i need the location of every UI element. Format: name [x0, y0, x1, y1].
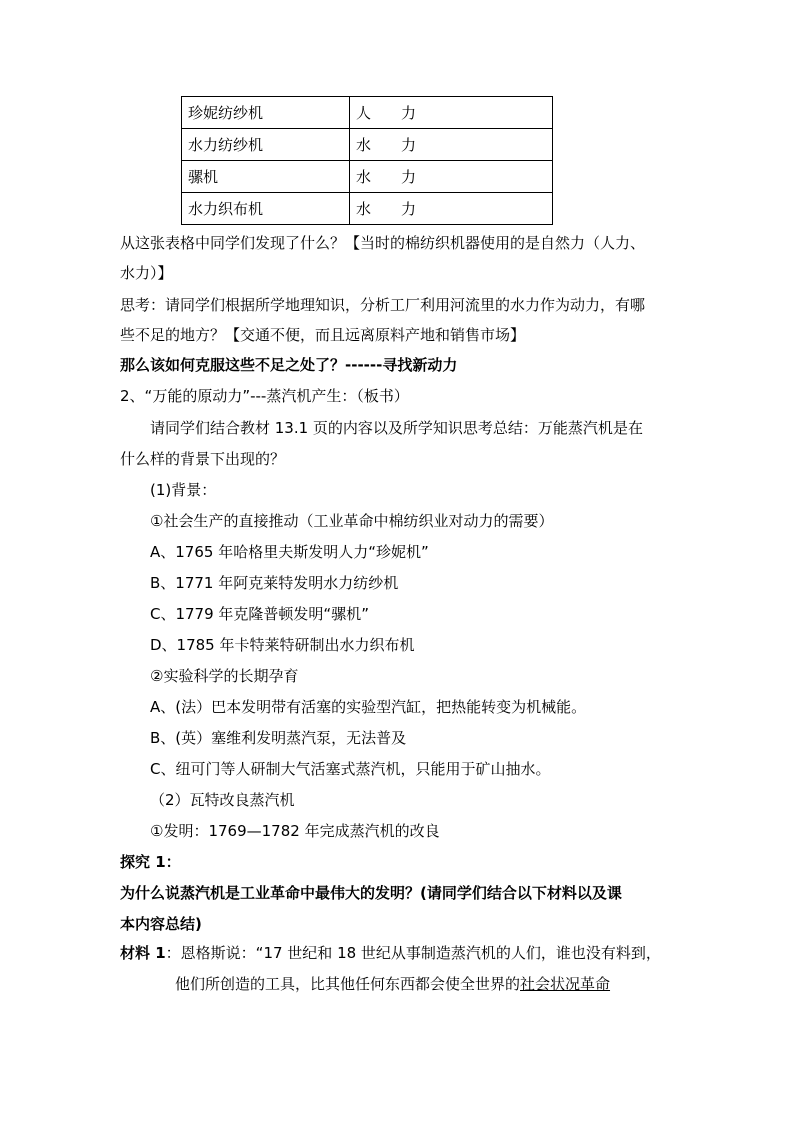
table-row	[182, 193, 553, 225]
text-line: C、1779 年克隆普顿发明“骡机”	[150, 605, 369, 623]
table-row	[182, 161, 553, 193]
text-line: ②实验科学的长期孕育	[150, 667, 299, 685]
inquiry-heading: 探究 1：	[120, 853, 181, 871]
table-cell-power: 人 力	[350, 97, 553, 129]
text-line: 请同学们结合教材 13.1 页的内容以及所学知识思考总结：万能蒸汽机是在	[150, 419, 643, 437]
material-text: ：恩格斯说：“17 世纪和 18 世纪从事制造蒸汽机的人们，谁也没有料到，	[165, 944, 661, 962]
text-line: 些不足的地方？【交通不便，而且远离原料产地和销售市场】	[120, 326, 526, 344]
table-row	[182, 97, 553, 129]
table-cell-machine: 水力织布机	[182, 193, 350, 225]
table-cell-machine: 骡机	[182, 161, 350, 193]
section-heading: 2、“万能的原动力”---蒸汽机产生：（板书）	[120, 387, 409, 405]
power-source-table	[181, 96, 553, 225]
text-line: ①社会生产的直接推动（工业革命中棉纺织业对动力的需要）	[150, 512, 554, 530]
table-cell-machine: 水力纺纱机	[182, 129, 350, 161]
inquiry-question: 为什么说蒸汽机是工业革命中最伟大的发明？(请同学们结合以下材料以及课	[120, 884, 622, 902]
text-line: B、1771 年阿克莱特发明水力纺纱机	[150, 574, 399, 592]
text-line: 什么样的背景下出现的？	[120, 450, 286, 468]
text-line: （2）瓦特改良蒸汽机	[150, 791, 295, 809]
text-line: 水力）】	[120, 264, 173, 282]
inquiry-question: 本内容总结)	[120, 915, 202, 933]
table-cell-power: 水 力	[350, 129, 553, 161]
text-line: B、(英）塞维利发明蒸汽泵，无法普及	[150, 729, 407, 747]
text-line: D、1785 年卡特莱特研制出水力织布机	[150, 636, 415, 654]
text-line: ①发明：1769—1782 年完成蒸汽机的改良	[150, 822, 440, 840]
table-cell-power: 水 力	[350, 193, 553, 225]
underlined-text: 社会状况革命	[520, 975, 611, 993]
material-label: 材料 1	[120, 944, 166, 962]
material-text: 他们所创造的工具，比其他任何东西都会使全世界的	[175, 975, 521, 993]
text-line: 思考：请同学们根据所学地理知识，分析工厂利用河流里的水力作为动力，有哪	[120, 296, 646, 314]
text-line: 那么该如何克服这些不足之处了？------寻找新动力	[120, 356, 458, 374]
text-line: 从这张表格中同学们发现了什么？【当时的棉纺织机器使用的是自然力（人力、	[120, 234, 646, 252]
text-line: (1)背景：	[150, 481, 217, 499]
table-cell-machine: 珍妮纺纱机	[182, 97, 350, 129]
table-row	[182, 129, 553, 161]
text-line: A、(法）巴本发明带有活塞的实验型汽缸，把热能转变为机械能。	[150, 698, 587, 716]
material-line	[175, 974, 610, 994]
material-line	[120, 943, 661, 963]
table-cell-power: 水 力	[350, 161, 553, 193]
text-line: C、纽可门等人研制大气活塞式蒸汽机，只能用于矿山抽水。	[150, 760, 551, 778]
text-line: A、1765 年哈格里夫斯发明人力“珍妮机”	[150, 543, 429, 561]
